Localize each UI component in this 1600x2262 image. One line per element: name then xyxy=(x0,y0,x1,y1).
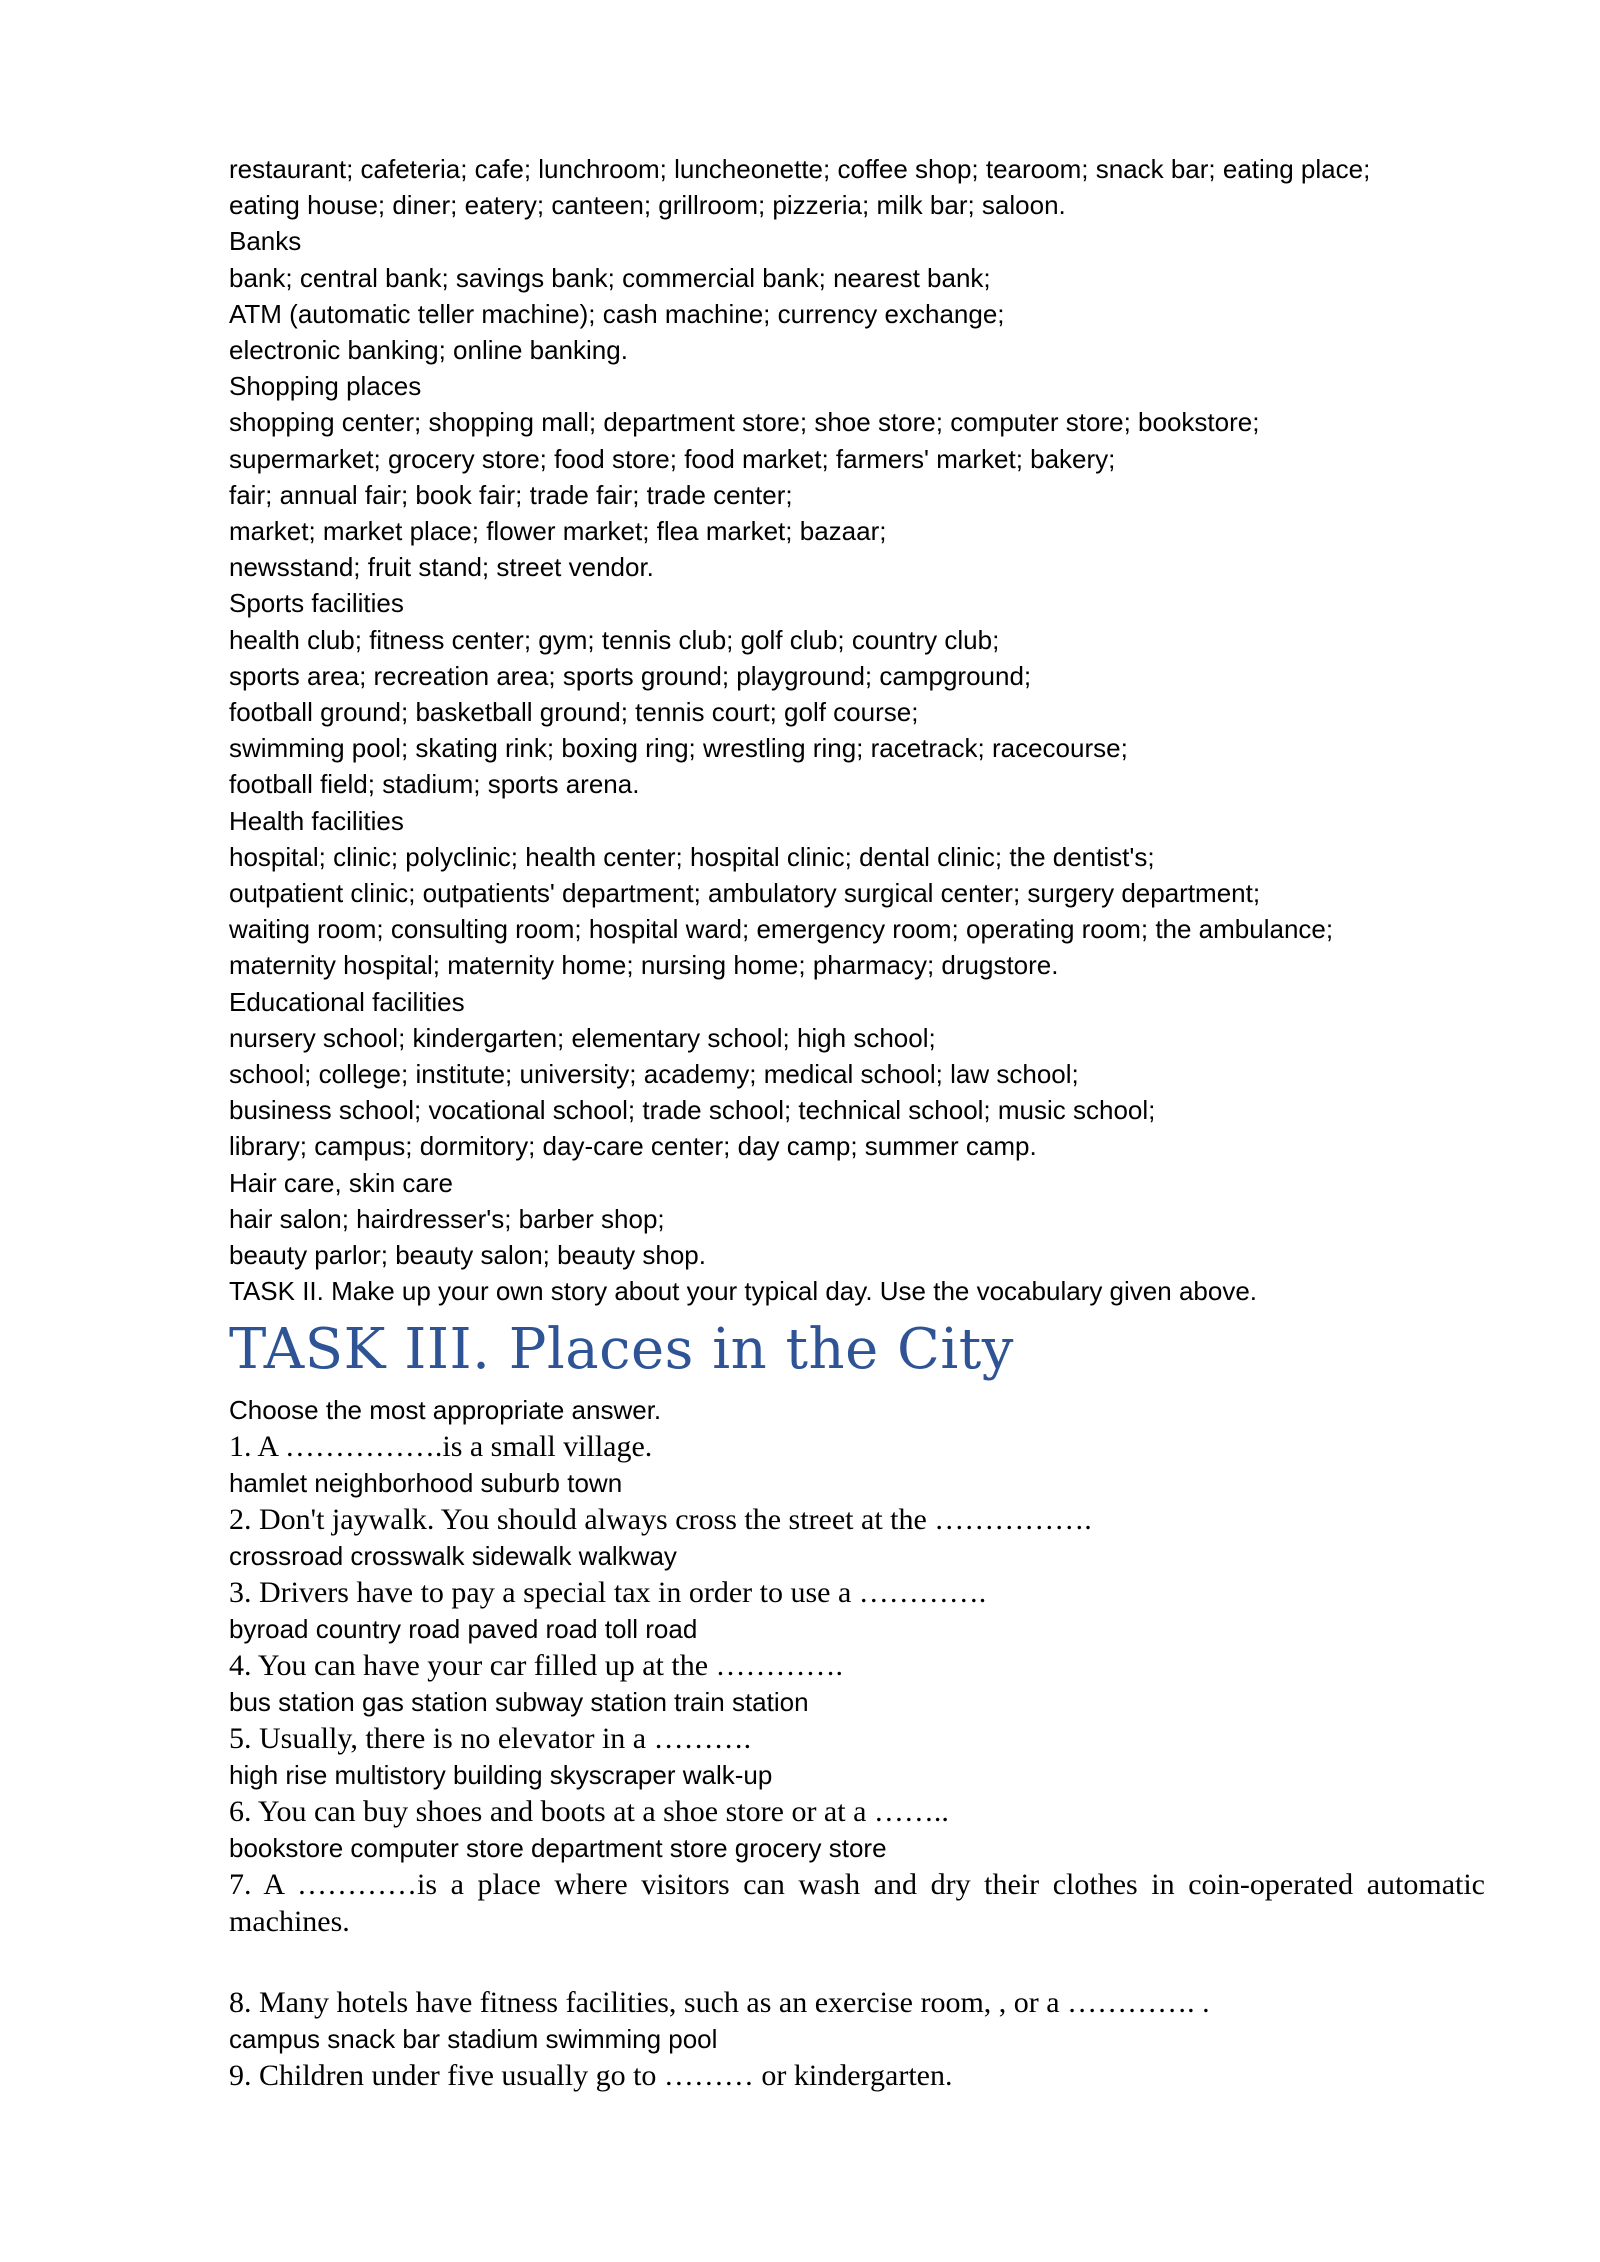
vocab-line-banks-3: electronic banking; online banking. xyxy=(229,335,628,366)
section-heading-banks: Banks xyxy=(229,226,302,257)
vocab-line-health-2: outpatient clinic; outpatients' department; ambulatory surgical center; surgery department; xyxy=(229,878,1261,909)
vocab-line-restaurants-1: restaurant; cafeteria; cafe; lunchroom; luncheonette; coffee shop; tearoom; snack bar; eating place; xyxy=(229,154,1371,184)
question-6: 6. You can buy shoes and boots at a shoe store or at a …….. xyxy=(229,1794,949,1828)
question-3-options: byroad country road paved road toll road xyxy=(229,1613,698,1644)
section-heading-health: Health facilities xyxy=(229,805,404,836)
vocab-line-sports-5: football field; stadium; sports arena. xyxy=(229,769,640,800)
vocab-line-sports-3: football ground; basketball ground; tennis court; golf course; xyxy=(229,697,919,728)
question-3: 3. Drivers have to pay a special tax in order to use a …………. xyxy=(229,1575,987,1609)
vocab-line-hair-care-1: hair salon; hairdresser's; barber shop; xyxy=(229,1203,665,1234)
question-8: 8. Many hotels have fitness facilities, such as an exercise room, , or a …………. . xyxy=(229,1985,1210,2019)
section-heading-shopping: Shopping places xyxy=(229,371,422,402)
vocab-line-restaurants-2: eating house; diner; eatery; canteen; grillroom; pizzeria; milk bar; saloon. xyxy=(229,190,1066,221)
question-8-options: campus snack bar stadium swimming pool xyxy=(229,2023,718,2054)
question-7: 7. A …………is a place where visitors can wash and dry their clothes in coin-operated automatic machines. xyxy=(229,1867,1485,1938)
question-5: 5. Usually, there is no elevator in a ………. xyxy=(229,1721,752,1755)
vocab-line-health-4: maternity hospital; maternity home; nursing home; pharmacy; drugstore. xyxy=(229,950,1059,981)
question-5-options: high rise multistory building skyscraper walk-up xyxy=(229,1759,773,1790)
question-4: 4. You can have your car filled up at the …………. xyxy=(229,1648,844,1682)
section-heading-sports: Sports facilities xyxy=(229,588,404,619)
vocab-line-education-4: library; campus; dormitory; day-care center; day camp; summer camp. xyxy=(229,1131,1037,1162)
question-2-options: crossroad crosswalk sidewalk walkway xyxy=(229,1540,677,1571)
vocab-line-shopping-2: supermarket; grocery store; food store; food market; farmers' market; bakery; xyxy=(229,443,1116,474)
vocab-line-education-3: business school; vocational school; trade school; technical school; music school; xyxy=(229,1095,1156,1126)
section-heading-education: Educational facilities xyxy=(229,986,465,1017)
section-heading-hair-care: Hair care, skin care xyxy=(229,1167,453,1198)
vocab-line-banks-1: bank; central bank; savings bank; commercial bank; nearest bank; xyxy=(229,262,991,293)
question-4-options: bus station gas station subway station train station xyxy=(229,1686,809,1717)
page-content xyxy=(229,151,1485,2094)
vocab-line-health-3: waiting room; consulting room; hospital ward; emergency room; operating room; the ambulance; xyxy=(229,914,1334,945)
empty-paragraph xyxy=(229,1940,1485,1984)
vocab-line-shopping-5: newsstand; fruit stand; street vendor. xyxy=(229,552,654,583)
question-1: 1. A …………….is a small village. xyxy=(229,1429,653,1463)
question-1-options: hamlet neighborhood suburb town xyxy=(229,1467,623,1498)
vocab-line-shopping-1: shopping center; shopping mall; department store; shoe store; computer store; bookstore; xyxy=(229,407,1260,438)
vocab-line-sports-2: sports area; recreation area; sports ground; playground; campground; xyxy=(229,660,1032,691)
vocab-line-hair-care-2: beauty parlor; beauty salon; beauty shop. xyxy=(229,1240,706,1271)
vocab-line-sports-1: health club; fitness center; gym; tennis club; golf club; country club; xyxy=(229,624,1000,655)
vocab-line-sports-4: swimming pool; skating rink; boxing ring; wrestling ring; racetrack; racecourse; xyxy=(229,733,1128,764)
vocab-line-education-1: nursery school; kindergarten; elementary school; high school; xyxy=(229,1022,936,1053)
question-2: 2. Don't jaywalk. You should always cross the street at the ……………. xyxy=(229,1502,1092,1536)
question-6-options: bookstore computer store department store grocery store xyxy=(229,1832,887,1863)
question-9: 9. Children under five usually go to ……… or kindergarten. xyxy=(229,2058,953,2092)
task-2-instruction: TASK II. Make up your own story about your typical day. Use the vocabulary given above. xyxy=(229,1276,1258,1307)
vocab-line-shopping-4: market; market place; flower market; flea market; bazaar; xyxy=(229,516,887,547)
vocab-line-banks-2: ATM (automatic teller machine); cash machine; currency exchange; xyxy=(229,298,1005,329)
vocab-line-health-1: hospital; clinic; polyclinic; health center; hospital clinic; dental clinic; the dentist's; xyxy=(229,841,1155,872)
vocab-line-education-2: school; college; institute; university; academy; medical school; law school; xyxy=(229,1059,1079,1090)
task-3-title: TASK III. Places in the City xyxy=(229,1316,1014,1382)
vocab-line-shopping-3: fair; annual fair; book fair; trade fair; trade center; xyxy=(229,479,793,510)
task-3-instruction: Choose the most appropriate answer. xyxy=(229,1394,662,1425)
